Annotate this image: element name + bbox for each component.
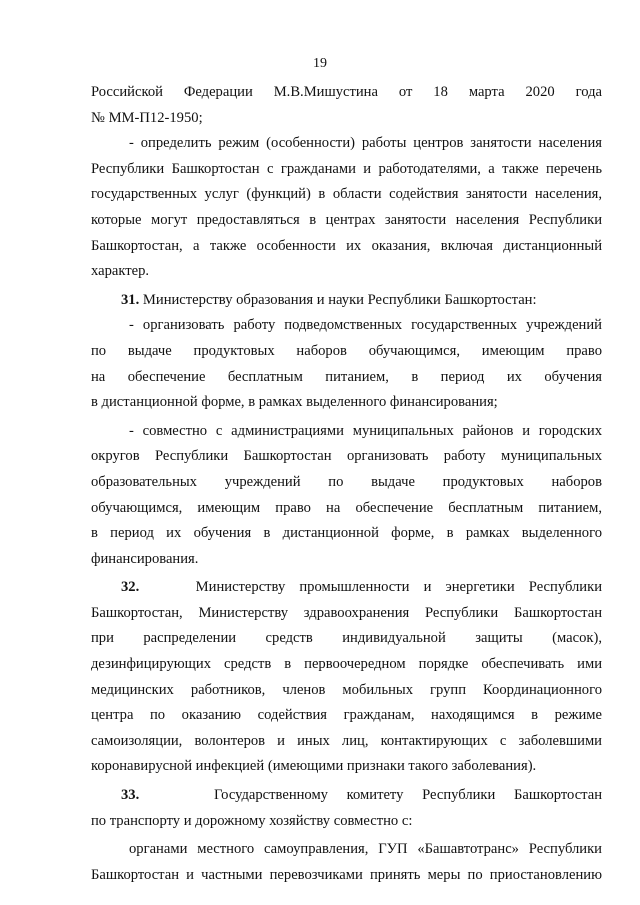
- text-line: государственных услуг (функций) в области содействия занятости населения,: [91, 186, 602, 203]
- text-line: самоизоляции, волонтеров и иных лиц, контактирующих с заболевшими: [91, 732, 602, 749]
- text-line: № ММ-П12-1950;: [91, 109, 203, 126]
- page-number: 19: [313, 56, 327, 71]
- text-line: Башкортостан и частными перевозчиками принять меры по приостановлению: [91, 866, 602, 883]
- text-line: Государственному комитету Республики Башкортостан: [214, 787, 603, 804]
- text-line: - организовать работу подведомственных государственных учреждений: [129, 317, 602, 334]
- paragraph-32-heading: [91, 575, 602, 601]
- text-line: центра по оказанию содействия гражданам, находящимся в режиме: [91, 707, 602, 724]
- text-line: - совместно с администрациями муниципальных районов и городских: [129, 422, 602, 439]
- document-body: [91, 80, 602, 888]
- text-line: округов Республики Башкортостан организовать работу муниципальных: [91, 448, 602, 465]
- text-line: в дистанционной форме, в рамках выделенного финансирования;: [91, 394, 498, 411]
- text-line: Министерству образования и науки Республики Башкортостан:: [142, 291, 537, 308]
- text-line: дезинфицирующих средств в первоочередном порядке обеспечивать ими: [91, 656, 602, 673]
- text-line: образовательных учреждений по выдаче продуктовых наборов: [91, 473, 602, 490]
- text-line: органами местного самоуправления, ГУП «Башавтотранс» Республики: [129, 841, 602, 858]
- text-line: обучающимся, имеющим право на обеспечение бесплатным питанием,: [91, 499, 602, 516]
- paragraph-33-heading: [91, 783, 602, 809]
- text-line: коронавирусной инфекцией (имеющими признаки такого заболевания).: [91, 758, 537, 775]
- text-line: Республики Башкортостан с гражданами и работодателями, а также перечень: [91, 160, 602, 177]
- text-line: при распределении средств индивидуальной защиты (масок),: [91, 630, 602, 647]
- text-line: финансирования.: [91, 550, 199, 567]
- text-line: Министерству промышленности и энергетики Республики: [195, 579, 603, 596]
- item-number: 33.: [121, 787, 140, 804]
- text-line: по транспорту и дорожному хозяйству совместно с:: [91, 812, 413, 829]
- text-line: Башкортостан, а также особенности их оказания, включая дистанционный: [91, 237, 602, 254]
- text-line: Российской Федерации М.В.Мишустина от 18 марта 2020 года: [91, 84, 602, 100]
- text-line: по выдаче продуктовых наборов обучающимся, имеющим право: [91, 342, 602, 359]
- text-line: которые могут предоставляться в центрах занятости населения Республики: [91, 211, 602, 228]
- item-number: 31.: [121, 291, 140, 308]
- text-line: характер.: [91, 263, 150, 280]
- paragraph-31-heading: [91, 288, 602, 314]
- text-line: в период их обучения в дистанционной форме, в рамках выделенного: [91, 525, 602, 542]
- text-line: на обеспечение бесплатным питанием, в период их обучения: [91, 368, 602, 385]
- text-line: медицинских работников, членов мобильных групп Координационного: [91, 681, 602, 698]
- text-line: Башкортостан, Министерству здравоохранения Республики Башкортостан: [91, 604, 602, 621]
- item-number: 32.: [121, 579, 140, 596]
- text-line: - определить режим (особенности) работы центров занятости населения: [129, 135, 602, 152]
